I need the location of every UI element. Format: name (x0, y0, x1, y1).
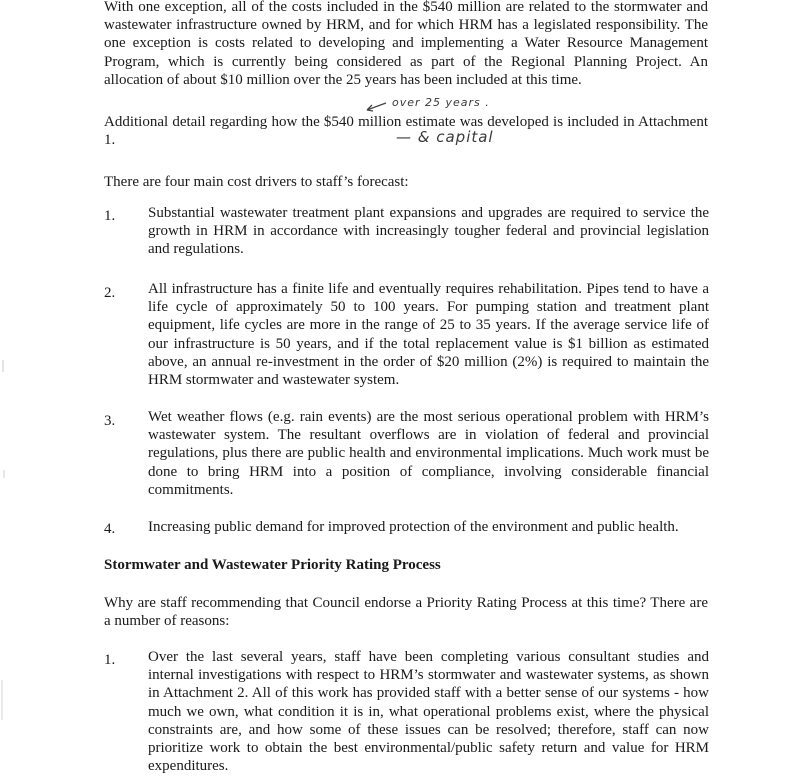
handwritten-note-capital: — & capital (396, 128, 494, 146)
driver-1-text: Substantial wastewater treatment plant expansions and upgrades are required to service the growth in HRM in accordance with increasingly tougher federal and provincial legislation and regulations. (148, 205, 709, 258)
reasons-intro: Why are staff recommending that Council endorse a Priority Rating Process at this time? There are a number of reasons: (104, 595, 708, 630)
driver-4-number: 4. (104, 521, 116, 537)
reason-1-number: 1. (104, 652, 116, 668)
scan-edge-marks (0, 0, 30, 783)
driver-2-text: All infrastructure has a finite life and eventually requires rehabilitation. Pipes tend to have a life cycle of approximately 50 to 100 years. For pumping station and treatment plant equipment, life cycles are more in the range of 25 to 35 years. If the average service life of our infrastructure is 50 years, and if the total replacement value is $1 billion as estimated above, an annual re-investment in the order of $20 million (2%) is required to maintain the HRM stormwater and wastewater system. (148, 281, 709, 389)
driver-3-number: 3. (104, 413, 116, 429)
driver-3-text: Wet weather flows (e.g. rain events) are the most serious operational problem with HRM’s wastewater system. The resultant overflows are in violation of federal and provincial regulations, plus there are public health and environmental implications. Much work must be done to bring HRM into a position of compliance, involving considerable financial commitments. (148, 409, 709, 498)
handwritten-arrow-mark (366, 100, 388, 112)
drivers-intro: There are four main cost drivers to staff’s forecast: (104, 174, 409, 190)
driver-2-number: 2. (104, 285, 116, 301)
handwritten-note-over-years: over 25 years . (392, 96, 490, 109)
intro-paragraph: With one exception, all of the costs included in the $540 million are related to the stormwater and wastewater infrastructure owned by HRM, and for which HRM has a legislated responsibility. The one exception is costs related to developing and implementing a Water Resource Management Program, which is currently being considered as part of the Regional Planning Project. An allocation of about $10 million over the 25 years has been included at this time. (104, 0, 708, 88)
detail-paragraph: Additional detail regarding how the $540 million estimate was developed is included in Attachment 1. (104, 114, 708, 149)
driver-4-text: Increasing public demand for improved protection of the environment and public health. (148, 519, 679, 535)
driver-1-number: 1. (104, 208, 116, 224)
reason-1-text: Over the last several years, staff have been completing various consultant studies and internal investigations with respect to HRM’s stormwater and wastewater systems, as shown in Attachment 2. All of this work has provided staff with a better sense of our systems - how much we own, what condition it is in, what operational problems exist, where the physical constraints are, and how some of these issues can be resolved; therefore, staff can now prioritize work to obtain the best environmental/public safety return and value for HRM expenditures. (148, 649, 709, 775)
section-heading: Stormwater and Wastewater Priority Rating Process (104, 557, 441, 573)
